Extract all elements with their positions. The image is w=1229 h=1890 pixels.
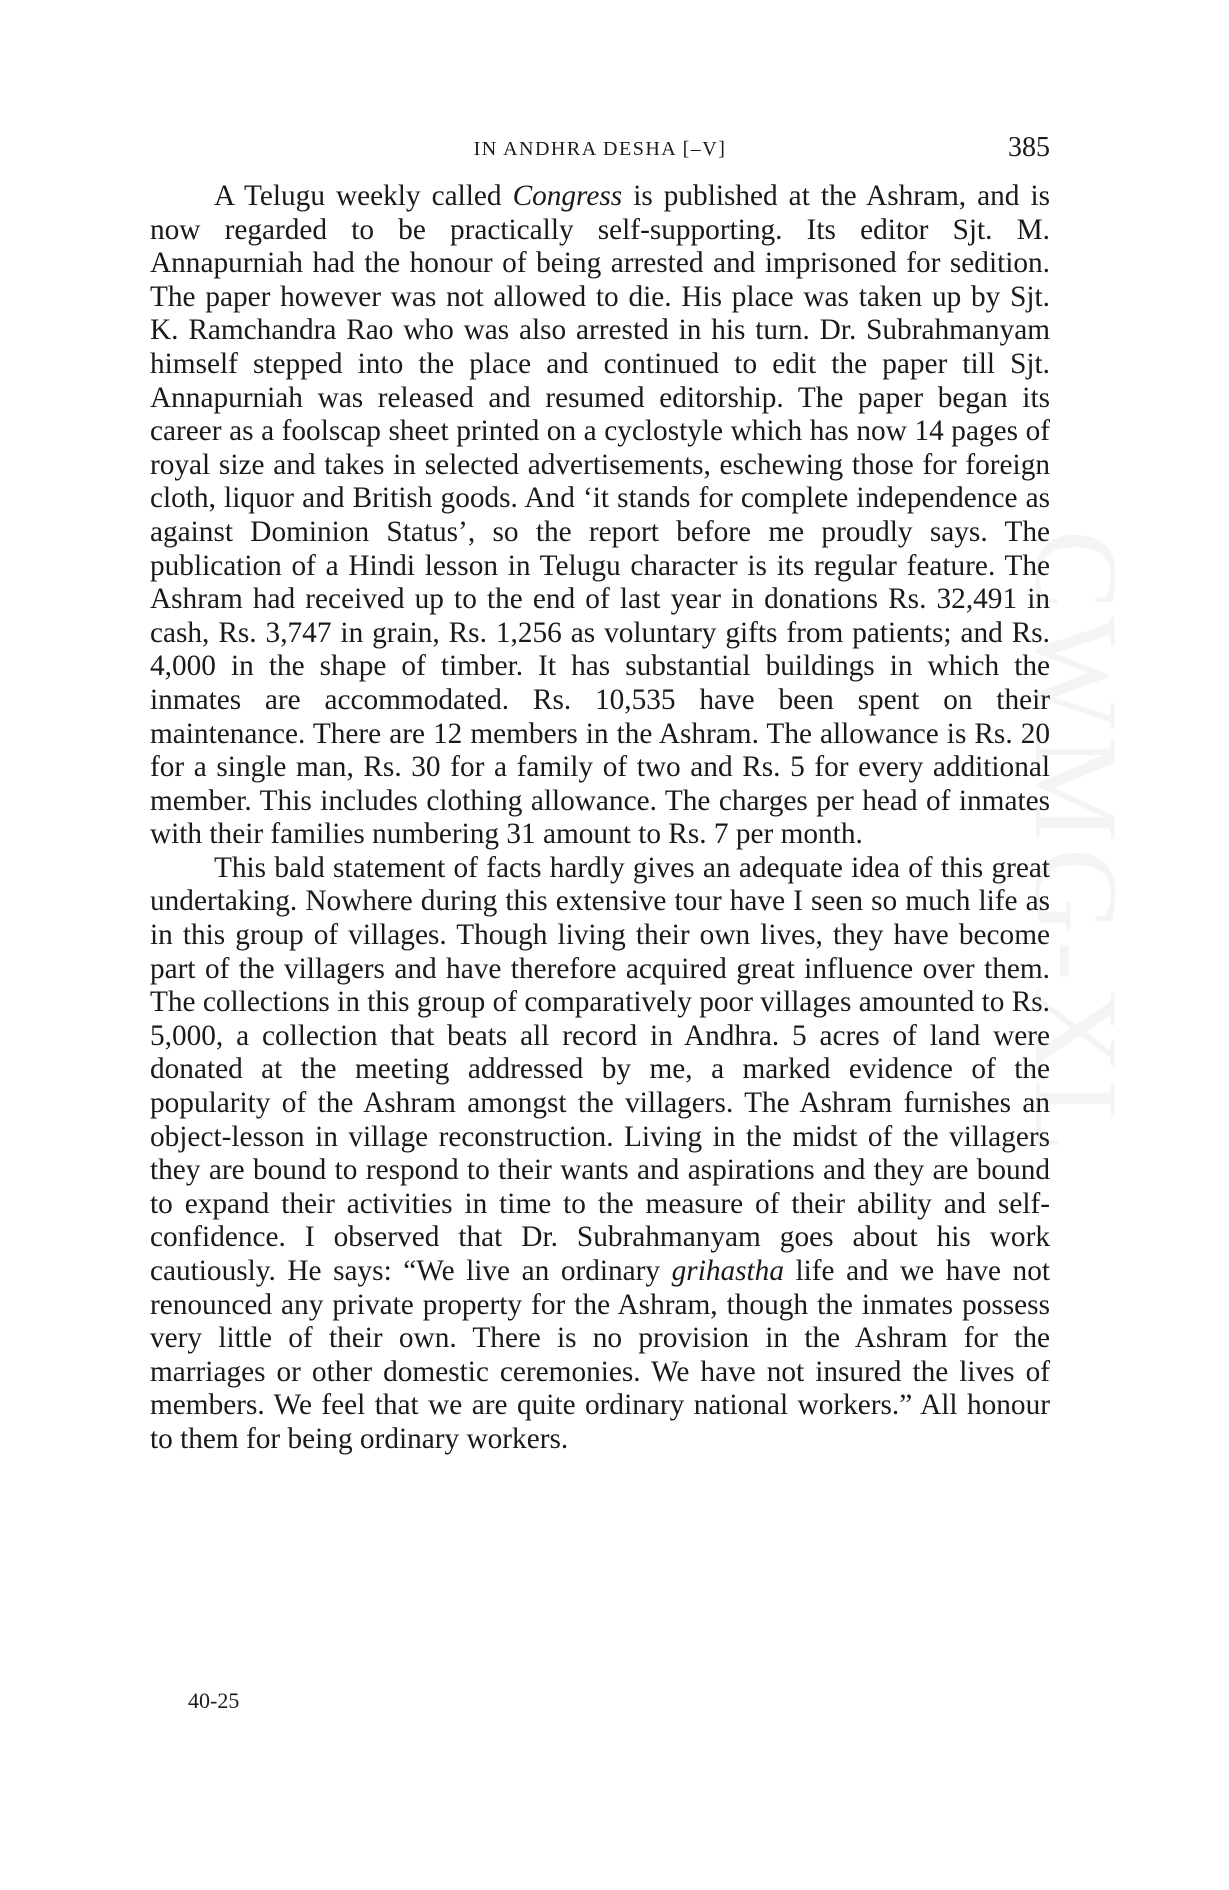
watermark	[1035, 530, 1145, 1350]
paragraph-2-rest: life and we have not renounced any private property for the Ashram, though the inmates possess very little of their own. There is no provision in the Ashram for the marriages or other domestic ceremonies. We have not insured the lives of members. We feel that we are quite ordinary national workers.” All honour to them for being ordinary workers.	[150, 1255, 1050, 1455]
paragraph-1-start: A Telugu weekly called	[214, 180, 513, 212]
paragraph-2	[150, 852, 1050, 1457]
signature-mark: 40-25	[188, 1688, 240, 1713]
paragraph-1	[150, 180, 1050, 852]
running-title: IN ANDHRA DESHA [–V]	[473, 138, 727, 160]
paragraph-1-rest: is published at the Ashram, and is now regarded to be practically self-supporting. Its editor Sjt. M. Annapurniah had the honour of being arrested and imprisoned for sedition. The paper however was not allowed to die. His place was taken up by Sjt. K. Ramchandra Rao who was also arrested in his turn. Dr. Subrahmanyam himself stepped into the place and continued to edit the paper till Sjt. Annapurniah was released and resumed editorship. The paper began its career as a foolscap sheet printed on a cyclostyle which has now 14 pages of royal size and takes in selected advertisements, eschewing those for foreign cloth, liquor and British goods. And ‘it stands for complete independence as against Dominion Status’, so the report before me proudly says. The publication of a Hindi lesson in Telugu character is its regular feature. The Ashram had received up to the end of last year in donations Rs. 32,491 in cash, Rs. 3,747 in grain, Rs. 1,256 as voluntary gifts from patients; and Rs. 4,000 in the shape of timber. It has substantial buildings in which the inmates are accommodated. Rs. 10,535 have been spent on their maintenance. There are 12 members in the Ashram. The allowance is Rs. 20 for a single man, Rs. 30 for a family of two and Rs. 5 for every additional member. This includes clothing allowance. The charges per head of inmates with their families numbering 31 amount to Rs. 7 per month.	[150, 180, 1050, 851]
running-head	[150, 132, 1050, 168]
watermark-text	[1035, 530, 1145, 1159]
page-number: 385	[1008, 132, 1050, 163]
paragraph-2-start: This bald statement of facts hardly gives an adequate idea of this great undertaking. Nowhere during this extensive tour have I seen so much life as in this group of villages. Though living their own lives, they have become part of the villagers and have therefore acquired great influence over them. The collections in this group of comparatively poor villages amounted to Rs. 5,000, a collection that beats all record in Andhra. 5 acres of land were donated at the meeting addressed by me, a marked evidence of the popularity of the Ashram amongst the villagers. The Ashram furnishes an object-lesson in village reconstruction. Living in the midst of the villagers they are bound to respond to their wants and aspirations and they are bound to expand their activities in time to the measure of their ability and self-confidence. I observed that Dr. Subrahmanyam goes about his work cautiously. He says: “We live an ordinary	[150, 851, 1050, 1287]
body-text	[150, 180, 1050, 1457]
paragraph-1-italic: Congress	[512, 180, 623, 212]
paragraph-2-italic: grihastha	[671, 1255, 784, 1287]
